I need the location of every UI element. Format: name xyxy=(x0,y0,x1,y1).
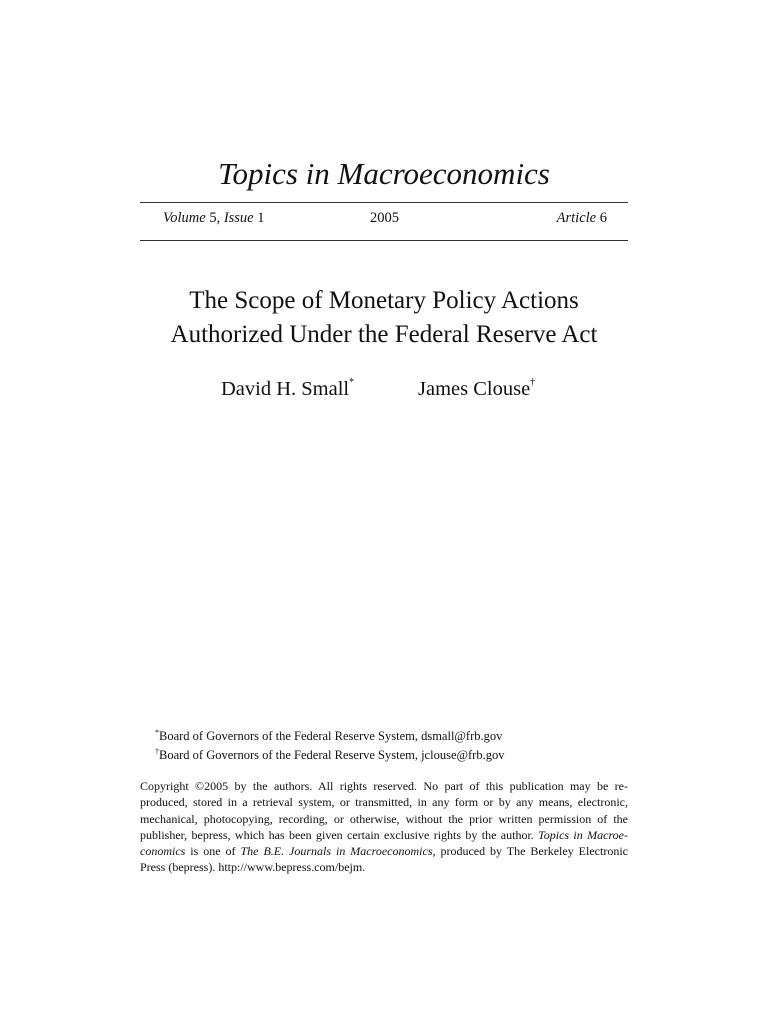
copyright-line xyxy=(140,843,628,859)
author-small xyxy=(221,374,354,404)
copyright-line xyxy=(140,827,628,843)
author-footnotes xyxy=(155,727,635,765)
publication-year: 2005 xyxy=(370,210,399,226)
volume-label: Volume xyxy=(163,210,206,226)
journal-series-italic: The B.E. Journals in Macroeconomics xyxy=(240,844,433,859)
volume-number: 5 xyxy=(209,210,217,226)
copyright-text: is one of xyxy=(185,844,241,859)
copyright-line: Copyright ©2005 by the authors. All rights reserved. No part of this publication may be re- xyxy=(140,779,628,793)
footnote-small xyxy=(155,727,635,746)
article-label: Article xyxy=(556,210,597,226)
paper-title-line-1: The Scope of Monetary Policy Actions xyxy=(189,287,579,314)
article-number xyxy=(557,207,607,229)
author-footnote-mark: † xyxy=(530,377,536,388)
issue-label: Issue xyxy=(223,210,254,226)
journal-name-italic: Topics in Macroe- xyxy=(538,827,628,842)
copyright-line: produced, stored in a retrieval system, or transmitted, in any form or by any means, electronic, xyxy=(140,795,628,810)
journal-name-italic: conomics xyxy=(140,844,186,859)
copyright-line: mechanical, photocopying, recording, or otherwise, without the prior written permission of the xyxy=(140,811,628,826)
paper-title-line-2: Authorized Under the Federal Reserve Act xyxy=(170,321,598,348)
copyright-line: Press (bepress). http://www.bepress.com/bejm. xyxy=(140,860,366,875)
issue-info-line xyxy=(163,207,607,229)
footnote-clouse xyxy=(155,746,635,765)
footnote-text: Board of Governors of the Federal Reserve System, dsmall@frb.gov xyxy=(159,729,503,743)
copyright-notice xyxy=(140,778,628,876)
author-footnote-mark: * xyxy=(349,377,355,388)
author-name: James Clouse xyxy=(418,378,531,400)
author-clouse xyxy=(418,374,535,404)
volume-issue: Volume 5, Issue 1 xyxy=(163,210,265,226)
header-rule-bottom xyxy=(140,240,628,241)
copyright-text: , produced by The Berkeley Electronic xyxy=(432,844,628,859)
article-number-value: 6 xyxy=(599,210,607,226)
paper-title xyxy=(0,284,768,352)
issue-number: 1 xyxy=(257,210,265,226)
footnote-text: Board of Governors of the Federal Reserve System, jclouse@frb.gov xyxy=(159,748,505,762)
header-rule-top xyxy=(140,202,628,203)
author-name: David H. Small xyxy=(221,378,350,400)
footnote-mark: † xyxy=(155,747,159,756)
journal-title: Topics in Macroeconomics xyxy=(218,156,550,191)
footnote-mark: * xyxy=(155,728,159,737)
author-list xyxy=(0,374,768,404)
copyright-text: publisher, bepress, which has been given certain exclusive rights by the author. xyxy=(140,827,539,842)
